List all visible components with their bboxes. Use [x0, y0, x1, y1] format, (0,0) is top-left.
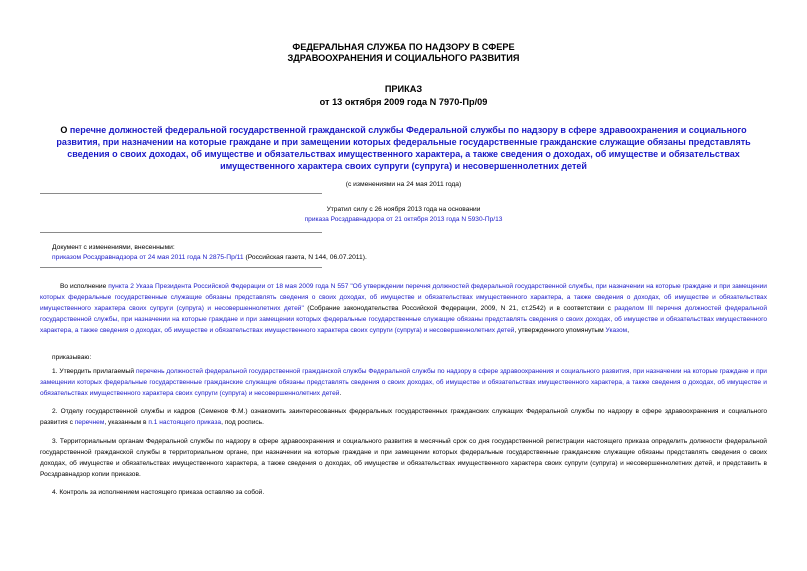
title-prefix: О — [60, 125, 70, 135]
agency-name — [0, 42, 807, 64]
item-2-text: , указанным в — [104, 419, 149, 426]
preamble-text: (Собрание законодательства Российской Федерации, 2009, N 21, ст.2542) и в соответствии с — [303, 305, 615, 312]
item-1-text: 1. Утвердить прилагаемый — [52, 368, 136, 375]
doc-date-number: от 13 октября 2009 года N 7970-Пр/09 — [319, 97, 488, 107]
doc-changes — [52, 243, 367, 263]
divider — [40, 232, 322, 233]
section-link[interactable]: разделом III перечня должностей федеральной государственной службы, при назначении на которые граждане и при замещении которых федеральные государственные служащие обязаны представлять сведения о своих доходах, об имуществе и обязательствах имущественного характера, а также сведения о доходах, об имуществе и обязательствах имущественного характера своих супруги (супруга) и несовершеннолетних детей — [40, 305, 768, 334]
agency-line-2: ЗДРАВООХРАНЕНИЯ И СОЦИАЛЬНОГО РАЗВИТИЯ — [287, 53, 520, 63]
doc-title — [40, 124, 767, 172]
divider — [40, 267, 322, 268]
item-2-text: , под роспись. — [221, 419, 264, 426]
doc-changes-suffix: (Российская газета, N 144, 06.07.2011). — [243, 254, 367, 261]
item-4: 4. Контроль за исполнением настоящего приказа оставляю за собой. — [52, 489, 265, 496]
order-word: приказываю: — [52, 354, 92, 361]
list-link[interactable]: перечень должностей федеральной государственной гражданской службы Федеральной службы по надзору в сфере здравоохранения и социального развития, при назначении на которые граждане и при замещении которых федеральные государственные гражданские служащие обязаны представлять сведения о своих доходах, об имуществе и обязательствах имущественного характера, а также сведения о доходах, об имуществе и обязательствах имущественного характера своих супруги (супруга) и несовершеннолетних детей — [40, 368, 767, 397]
divider — [40, 193, 322, 194]
decree-short-link[interactable]: Указом — [605, 327, 628, 334]
clause-link[interactable]: п.1 настоящего приказа — [148, 419, 222, 426]
preamble-paragraph — [40, 281, 767, 336]
lost-force-text: Утратил силу с 26 ноября 2013 года на основании — [326, 206, 481, 213]
decree-link[interactable]: пункта 2 Указа Президента Российской Федерации от 18 мая 2009 года N 557 "Об утверждении перечня должностей федеральной государственной службы, при назначении на которые граждане и при замещении которых федеральные государственные служащие обязаны представлять сведения о своих доходах, об имуществе и обязательствах имущественного характера, а также сведения о доходах, об имуществе и обязательствах имущественного характера своих супруги (супруга) и несовершеннолетних детей" — [40, 283, 767, 312]
preamble-text: Во исполнение — [60, 283, 109, 290]
doc-changes-link[interactable]: приказом Росздравнадзора от 24 мая 2011 года N 2875-Пр/11 — [52, 254, 244, 261]
title-link[interactable]: перечне должностей федеральной государственной гражданской службы Федеральной службы по надзору в сфере здравоохранения и социального развития, при назначении на которые граждане и при замещении которых федеральные государственные гражданские служащие обязаны представлять сведения о своих доходах, об имуществе и обязательствах имущественного характера, а также сведения о доходах, об имуществе и обязательствах имущественного характера своих супруги (супруга) и несовершеннолетних детей — [56, 125, 751, 171]
item-2-text: 2. Отделу государственной службы и кадров (Семенов Ф.М.) ознакомить заинтересованных федеральных государственных гражданских служащих Федеральной службы по надзору в сфере здравоохранения и социального развития с — [40, 408, 767, 426]
lost-force-link[interactable]: приказа Росздравнадзора от 21 октября 2013 года N 5930-Пр/13 — [304, 216, 503, 223]
item-1 — [40, 366, 767, 399]
agency-line-1: ФЕДЕРАЛЬНАЯ СЛУЖБА ПО НАДЗОРУ В СФЕРЕ — [292, 42, 515, 52]
amendment-note: (с изменениями на 24 мая 2011 года) — [345, 181, 462, 188]
item-1-text: . — [339, 390, 342, 397]
lost-force-note — [0, 205, 807, 225]
doc-type: ПРИКАЗ — [384, 84, 423, 94]
doc-changes-label: Документ с изменениями, внесенными: — [52, 244, 175, 251]
item-2 — [40, 406, 767, 428]
list-ref-link[interactable]: перечнем — [74, 419, 105, 426]
preamble-text: , утвержденного упомянутым — [514, 327, 606, 334]
preamble-text: , — [627, 327, 630, 334]
item-3: 3. Территориальным органам Федеральной службы по надзору в сфере здравоохранения и социального развития в месячный срок со дня государственной регистрации настоящего приказа определить должности федеральной государственной гражданской службы в территориальном органе, при назначении на которые граждане и при замещении которых федеральные государственные гражданские служащие обязаны представлять сведения о своих доходах, об имуществе и обязательствах имущественного характера, а также сведения о доходах, об имуществе и обязательствах имущественного характера своих супруги (супруга) и несовершеннолетних детей, и представить в Росздравнадзор копии приказов. — [40, 438, 767, 478]
